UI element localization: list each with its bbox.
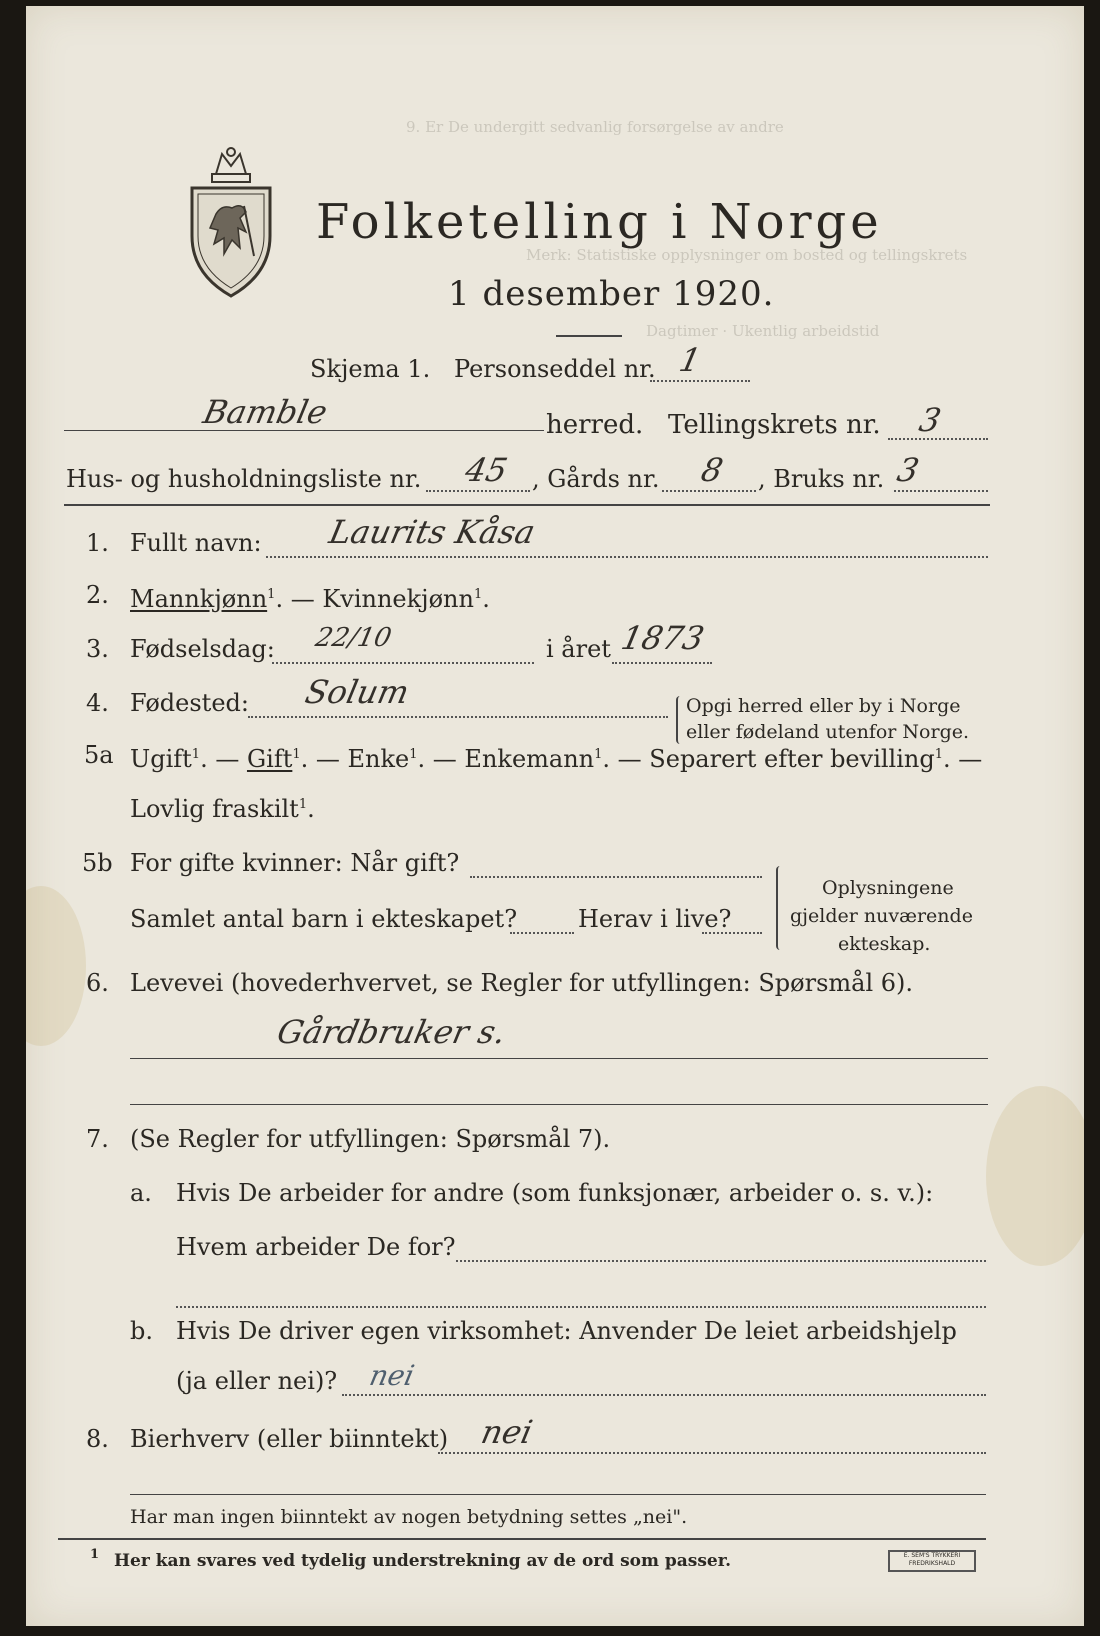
option-separator: . — [602, 745, 650, 773]
option-separator: . — [275, 585, 323, 613]
q8-number: 8. [86, 1425, 109, 1453]
employer-field-line[interactable] [456, 1260, 986, 1262]
footnote-mark: 1 [90, 1547, 100, 1562]
bruks-value: 3 [893, 451, 923, 489]
header-divider [64, 504, 990, 506]
birthplace-note-2: eller fødeland utenfor Norge. [686, 721, 970, 743]
q5b-label: For gifte kvinner: Når gift? [130, 849, 460, 877]
full-name-field-line[interactable] [266, 556, 988, 558]
husliste-field-line[interactable] [426, 490, 530, 492]
q7b-question: (ja eller nei)? [176, 1367, 338, 1395]
option-separator: . — [417, 745, 465, 773]
footnote-ref: 1 [473, 587, 483, 602]
q8-label: Bierhverv (eller biinntekt) [130, 1425, 449, 1453]
children-field-line[interactable] [510, 932, 574, 934]
gards-value: 8 [697, 451, 727, 489]
full-name-value: Laurits Kåsa [325, 513, 539, 551]
children-label: Samlet antal barn i ekteskapet? [130, 905, 518, 933]
tellingskrets-value: 3 [915, 401, 945, 439]
q3-label: Fødselsdag: [130, 635, 275, 663]
q7a-text: Hvis De arbeider for andre (som funksjonær, arbeider o. s. v.): [176, 1179, 934, 1207]
option-enkemann[interactable]: Enkemann [464, 745, 595, 773]
birth-year-value: 1873 [617, 619, 708, 657]
husliste-value: 45 [461, 451, 511, 489]
option-separert[interactable]: Separert efter bevilling [649, 745, 935, 773]
occupation-field-line-1[interactable] [130, 1058, 988, 1059]
sex-options [130, 580, 490, 614]
q7b-text: Hvis De driver egen virksomhet: Anvender De leiet arbeidshjelp [176, 1317, 957, 1345]
option-fraskilt[interactable]: Lovlig fraskilt [130, 795, 299, 823]
option-gift[interactable]: Gift [246, 745, 293, 773]
printer-stamp: E. SEM'S TRYKKERI FREDRIKSHALD [888, 1550, 976, 1572]
birthday-value: 22/10 [312, 623, 395, 653]
note-brace [776, 866, 784, 950]
footnote-ref: 1 [298, 797, 308, 812]
husliste-label: Hus- og husholdningsliste nr. [66, 465, 422, 493]
bruks-label: , Bruks nr. [758, 465, 885, 493]
footnote-ref: 1 [409, 747, 418, 762]
q7-label: (Se Regler for utfyllingen: Spørsmål 7). [130, 1125, 611, 1153]
section-divider [130, 1494, 986, 1495]
herred-value: Bamble [199, 393, 331, 431]
q7b-number: b. [130, 1317, 153, 1345]
option-ugift[interactable]: Ugift [130, 745, 192, 773]
bleed-through-text: Merk: Statistiske opplysninger om bosted og tellingskrets [526, 246, 968, 264]
census-form-sheet [26, 6, 1084, 1626]
birthplace-note-1: Opgi herred eller by i Norge [686, 695, 961, 717]
marital-options-2: Lovlig fraskilt$^1$. [130, 795, 315, 823]
employer-field-line-2[interactable] [176, 1306, 986, 1308]
q1-number: 1. [86, 529, 109, 557]
birthplace-value: Solum [301, 673, 413, 711]
alive-field-line[interactable] [702, 932, 762, 934]
marriage-note-2: gjelder nuværende [790, 905, 973, 927]
hired-help-field-line[interactable] [342, 1394, 986, 1396]
gards-label: , Gårds nr. [532, 465, 660, 493]
tellingskrets-label: Tellingskrets nr. [668, 410, 881, 440]
option-separator: . — [943, 745, 983, 773]
q2-number: 2. [86, 581, 109, 609]
footnote-ref: 1 [267, 587, 276, 602]
side-income-value: nei [477, 1413, 536, 1451]
birthplace-field-line[interactable] [248, 716, 668, 718]
q7a-number: a. [130, 1179, 152, 1207]
option-mannkjonn[interactable]: Mannkjønn [130, 585, 268, 613]
occupation-field-line-2[interactable] [130, 1104, 988, 1105]
side-income-field-line[interactable] [438, 1452, 986, 1454]
marital-options [130, 740, 982, 774]
form-title: Folketelling i Norge [316, 194, 883, 250]
footnote-ref: 1 [292, 747, 301, 762]
option-end: . [482, 585, 490, 613]
herred-label: herred. [546, 410, 644, 440]
q4-number: 4. [86, 689, 109, 717]
tellingskrets-field-line[interactable] [888, 438, 988, 440]
bruks-field-line[interactable] [894, 490, 988, 492]
option-separator: . — [200, 745, 247, 773]
personseddel-label: Personseddel nr. [454, 355, 656, 383]
footnote-text: Her kan svares ved tydelig understrekning av de ord som passer. [114, 1551, 732, 1571]
q4-label: Fødested: [130, 689, 249, 717]
footnote-ref: 1 [191, 747, 201, 762]
personseddel-value: 1 [675, 341, 705, 379]
option-enke[interactable]: Enke [347, 745, 410, 773]
q3-number: 3. [86, 635, 109, 663]
form-date: 1 desember 1920. [448, 274, 775, 314]
note-brace [676, 696, 684, 744]
q1-label: Fullt navn: [130, 529, 262, 557]
paper-stain [26, 886, 86, 1046]
hired-help-value: nei [366, 1359, 418, 1392]
title-divider [556, 335, 622, 337]
skjema-label: Skjema 1. [310, 355, 431, 383]
q6-label: Levevei (hovederhvervet, se Regler for utfyllingen: Spørsmål 6). [130, 969, 914, 997]
marriage-note-3: ekteskap. [838, 933, 931, 955]
marriage-note-1: Oplysningene [822, 877, 954, 899]
q6-number: 6. [86, 969, 109, 997]
q7a-question: Hvem arbeider De for? [176, 1233, 456, 1261]
footnote-ref: 1 [934, 747, 943, 762]
birthday-field-line[interactable] [272, 662, 534, 664]
coat-of-arms-icon [188, 144, 274, 304]
q5b-number: 5b [82, 849, 113, 877]
occupation-value: Gårdbruker s. [273, 1013, 510, 1051]
married-when-field-line[interactable] [470, 876, 762, 878]
footnote-divider [58, 1538, 986, 1540]
alive-label: Herav i live? [578, 905, 732, 933]
q7-number: 7. [86, 1125, 109, 1153]
paper-stain [986, 1086, 1084, 1266]
bleed-through-text: 9. Er De undergitt sedvanlig forsørgelse av andre [406, 118, 784, 136]
q5a-number: 5a [84, 741, 114, 769]
personseddel-field-line[interactable] [650, 380, 750, 382]
gards-field-line[interactable] [662, 490, 756, 492]
bleed-through-text: Dagtimer · Ukentlig arbeidstid [646, 322, 880, 340]
income-note: Har man ingen biinntekt av nogen betydning settes „nei". [130, 1506, 688, 1528]
birth-year-field-line[interactable] [612, 662, 712, 664]
option-separator: . — [300, 745, 348, 773]
footnote-ref: 1 [594, 747, 603, 762]
birth-year-label: i året [546, 635, 611, 663]
option-kvinnekjonn[interactable]: Kvinnekjønn [322, 585, 474, 613]
